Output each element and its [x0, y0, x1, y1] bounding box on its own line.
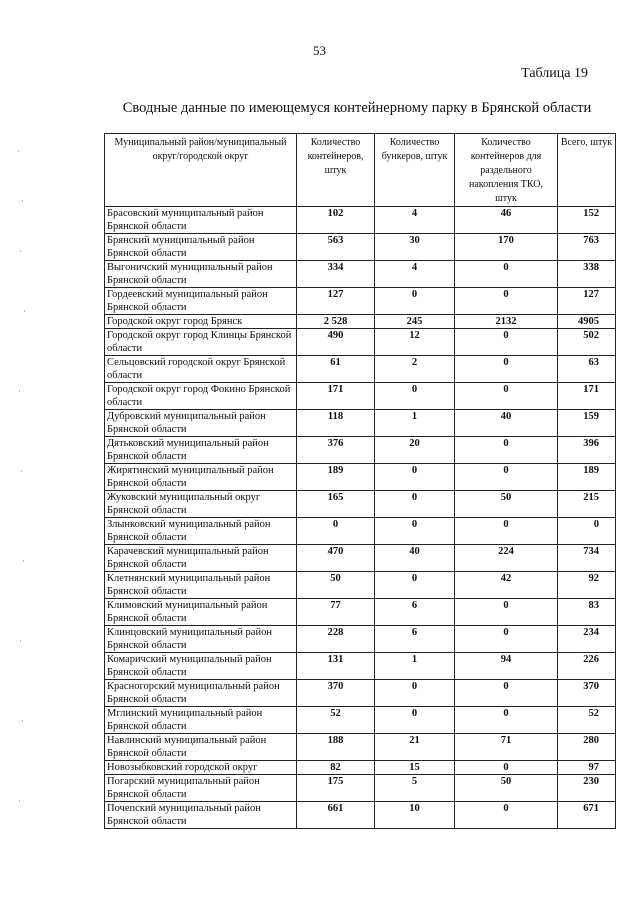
table-row — [105, 653, 616, 680]
containers-cell: 563 — [297, 234, 375, 261]
district-name-cell: Сельцовский городской округ Брянской области — [105, 356, 297, 383]
district-name-cell: Городской округ город Брянск — [105, 315, 297, 329]
table-row — [105, 802, 616, 829]
total-cell: 127 — [558, 288, 616, 315]
table-row — [105, 410, 616, 437]
district-name-cell: Злынковский муниципальный район Брянской области — [105, 518, 297, 545]
scan-margin-marks — [0, 0, 30, 904]
bunkers-cell: 6 — [375, 599, 455, 626]
separate-containers-cell: 0 — [455, 261, 558, 288]
bunkers-cell: 4 — [375, 261, 455, 288]
margin-mark — [21, 470, 22, 472]
district-name-cell: Дубровский муниципальный район Брянской области — [105, 410, 297, 437]
total-cell: 63 — [558, 356, 616, 383]
margin-mark — [19, 390, 20, 392]
margin-mark — [24, 310, 25, 312]
containers-cell: 0 — [297, 518, 375, 545]
separate-containers-cell: 0 — [455, 761, 558, 775]
total-cell: 171 — [558, 383, 616, 410]
table-row — [105, 599, 616, 626]
table-body — [105, 207, 616, 829]
separate-containers-cell: 0 — [455, 599, 558, 626]
separate-containers-cell: 0 — [455, 288, 558, 315]
containers-cell: 490 — [297, 329, 375, 356]
district-name-cell: Климовский муниципальный район Брянской области — [105, 599, 297, 626]
header-containers: Количество контейнеров, штук — [297, 134, 375, 207]
district-name-cell: Гордеевский муниципальный район Брянской области — [105, 288, 297, 315]
district-name-cell: Городской округ город Клинцы Брянской области — [105, 329, 297, 356]
separate-containers-cell: 0 — [455, 383, 558, 410]
total-cell: 230 — [558, 775, 616, 802]
table-row — [105, 464, 616, 491]
district-name-cell: Клинцовский муниципальный район Брянской области — [105, 626, 297, 653]
bunkers-cell: 0 — [375, 518, 455, 545]
containers-cell: 102 — [297, 207, 375, 234]
total-cell: 396 — [558, 437, 616, 464]
table-row — [105, 207, 616, 234]
header-total: Всего, штук — [558, 134, 616, 207]
total-cell: 4905 — [558, 315, 616, 329]
bunkers-cell: 0 — [375, 680, 455, 707]
district-name-cell: Навлинский муниципальный район Брянской области — [105, 734, 297, 761]
containers-cell: 165 — [297, 491, 375, 518]
margin-mark — [20, 640, 21, 642]
table-row — [105, 437, 616, 464]
district-name-cell: Жуковский муниципальный округ Брянской области — [105, 491, 297, 518]
bunkers-cell: 0 — [375, 288, 455, 315]
table-row — [105, 680, 616, 707]
container-park-table — [104, 133, 616, 829]
separate-containers-cell: 50 — [455, 491, 558, 518]
total-cell: 215 — [558, 491, 616, 518]
separate-containers-cell: 50 — [455, 775, 558, 802]
separate-containers-cell: 170 — [455, 234, 558, 261]
separate-containers-cell: 0 — [455, 707, 558, 734]
containers-cell: 50 — [297, 572, 375, 599]
separate-containers-cell: 0 — [455, 518, 558, 545]
header-separate-containers: Количество контейнеров для раздельного накопления ТКО, штук — [455, 134, 558, 207]
bunkers-cell: 12 — [375, 329, 455, 356]
district-name-cell: Новозыбковский городской округ — [105, 761, 297, 775]
table-row — [105, 572, 616, 599]
separate-containers-cell: 0 — [455, 680, 558, 707]
margin-mark — [19, 800, 20, 802]
table-row — [105, 261, 616, 288]
containers-cell: 370 — [297, 680, 375, 707]
containers-cell: 127 — [297, 288, 375, 315]
district-name-cell: Комаричский муниципальный район Брянской области — [105, 653, 297, 680]
total-cell: 152 — [558, 207, 616, 234]
district-name-cell: Красногорский муниципальный район Брянской области — [105, 680, 297, 707]
table-row — [105, 518, 616, 545]
table-row — [105, 329, 616, 356]
bunkers-cell: 0 — [375, 707, 455, 734]
containers-cell: 82 — [297, 761, 375, 775]
table-label: Таблица 19 — [521, 66, 588, 81]
table-row — [105, 315, 616, 329]
bunkers-cell: 1 — [375, 653, 455, 680]
header-bunkers: Количество бункеров, штук — [375, 134, 455, 207]
separate-containers-cell: 40 — [455, 410, 558, 437]
bunkers-cell: 10 — [375, 802, 455, 829]
total-cell: 734 — [558, 545, 616, 572]
table-row — [105, 383, 616, 410]
containers-cell: 171 — [297, 383, 375, 410]
table-row — [105, 775, 616, 802]
bunkers-cell: 2 — [375, 356, 455, 383]
page-number: 53 — [313, 43, 326, 58]
separate-containers-cell: 94 — [455, 653, 558, 680]
bunkers-cell: 30 — [375, 234, 455, 261]
total-cell: 763 — [558, 234, 616, 261]
district-name-cell: Выгоничский муниципальный район Брянской области — [105, 261, 297, 288]
table-row — [105, 491, 616, 518]
table-row — [105, 761, 616, 775]
bunkers-cell: 40 — [375, 545, 455, 572]
containers-cell: 2 528 — [297, 315, 375, 329]
table-row — [105, 626, 616, 653]
total-cell: 338 — [558, 261, 616, 288]
separate-containers-cell: 2132 — [455, 315, 558, 329]
bunkers-cell: 0 — [375, 491, 455, 518]
table-row — [105, 545, 616, 572]
total-cell: 52 — [558, 707, 616, 734]
table-row — [105, 288, 616, 315]
total-cell: 97 — [558, 761, 616, 775]
separate-containers-cell: 0 — [455, 329, 558, 356]
separate-containers-cell: 71 — [455, 734, 558, 761]
bunkers-cell: 0 — [375, 383, 455, 410]
district-name-cell: Погарский муниципальный район Брянской области — [105, 775, 297, 802]
total-cell: 189 — [558, 464, 616, 491]
total-cell: 92 — [558, 572, 616, 599]
separate-containers-cell: 0 — [455, 626, 558, 653]
containers-cell: 188 — [297, 734, 375, 761]
total-cell: 280 — [558, 734, 616, 761]
bunkers-cell: 21 — [375, 734, 455, 761]
total-cell: 502 — [558, 329, 616, 356]
total-cell: 83 — [558, 599, 616, 626]
total-cell: 0 — [558, 518, 616, 545]
total-cell: 234 — [558, 626, 616, 653]
margin-mark — [18, 150, 19, 152]
district-name-cell: Мглинский муниципальный район Брянской области — [105, 707, 297, 734]
table-row — [105, 734, 616, 761]
table-header-row — [105, 134, 616, 207]
bunkers-cell: 20 — [375, 437, 455, 464]
district-name-cell: Городской округ город Фокино Брянской области — [105, 383, 297, 410]
containers-cell: 77 — [297, 599, 375, 626]
containers-cell: 661 — [297, 802, 375, 829]
table-row — [105, 356, 616, 383]
containers-cell: 334 — [297, 261, 375, 288]
separate-containers-cell: 42 — [455, 572, 558, 599]
bunkers-cell: 245 — [375, 315, 455, 329]
district-name-cell: Карачевский муниципальный район Брянской области — [105, 545, 297, 572]
district-name-cell: Клетнянский муниципальный район Брянской области — [105, 572, 297, 599]
margin-mark — [22, 720, 23, 722]
table-row — [105, 234, 616, 261]
separate-containers-cell: 0 — [455, 802, 558, 829]
bunkers-cell: 0 — [375, 464, 455, 491]
district-name-cell: Брянский муниципальный район Брянской области — [105, 234, 297, 261]
margin-mark — [20, 250, 21, 252]
containers-cell: 61 — [297, 356, 375, 383]
containers-cell: 189 — [297, 464, 375, 491]
containers-cell: 376 — [297, 437, 375, 464]
containers-cell: 470 — [297, 545, 375, 572]
margin-mark — [22, 200, 23, 202]
margin-mark — [23, 560, 24, 562]
containers-cell: 131 — [297, 653, 375, 680]
containers-cell: 175 — [297, 775, 375, 802]
bunkers-cell: 0 — [375, 572, 455, 599]
table-title: Сводные данные по имеющемуся контейнерному парку в Брянской области — [122, 100, 592, 116]
containers-cell: 228 — [297, 626, 375, 653]
bunkers-cell: 1 — [375, 410, 455, 437]
separate-containers-cell: 224 — [455, 545, 558, 572]
header-district: Муниципальный район/муниципальный округ/городской округ — [105, 134, 297, 207]
separate-containers-cell: 0 — [455, 356, 558, 383]
separate-containers-cell: 0 — [455, 437, 558, 464]
bunkers-cell: 6 — [375, 626, 455, 653]
total-cell: 159 — [558, 410, 616, 437]
district-name-cell: Брасовский муниципальный район Брянской области — [105, 207, 297, 234]
containers-cell: 118 — [297, 410, 375, 437]
bunkers-cell: 5 — [375, 775, 455, 802]
separate-containers-cell: 46 — [455, 207, 558, 234]
total-cell: 370 — [558, 680, 616, 707]
containers-cell: 52 — [297, 707, 375, 734]
district-name-cell: Дятьковский муниципальный район Брянской области — [105, 437, 297, 464]
district-name-cell: Жирятинский муниципальный район Брянской области — [105, 464, 297, 491]
table-row — [105, 707, 616, 734]
separate-containers-cell: 0 — [455, 464, 558, 491]
total-cell: 226 — [558, 653, 616, 680]
bunkers-cell: 4 — [375, 207, 455, 234]
district-name-cell: Почепский муниципальный район Брянской области — [105, 802, 297, 829]
bunkers-cell: 15 — [375, 761, 455, 775]
total-cell: 671 — [558, 802, 616, 829]
